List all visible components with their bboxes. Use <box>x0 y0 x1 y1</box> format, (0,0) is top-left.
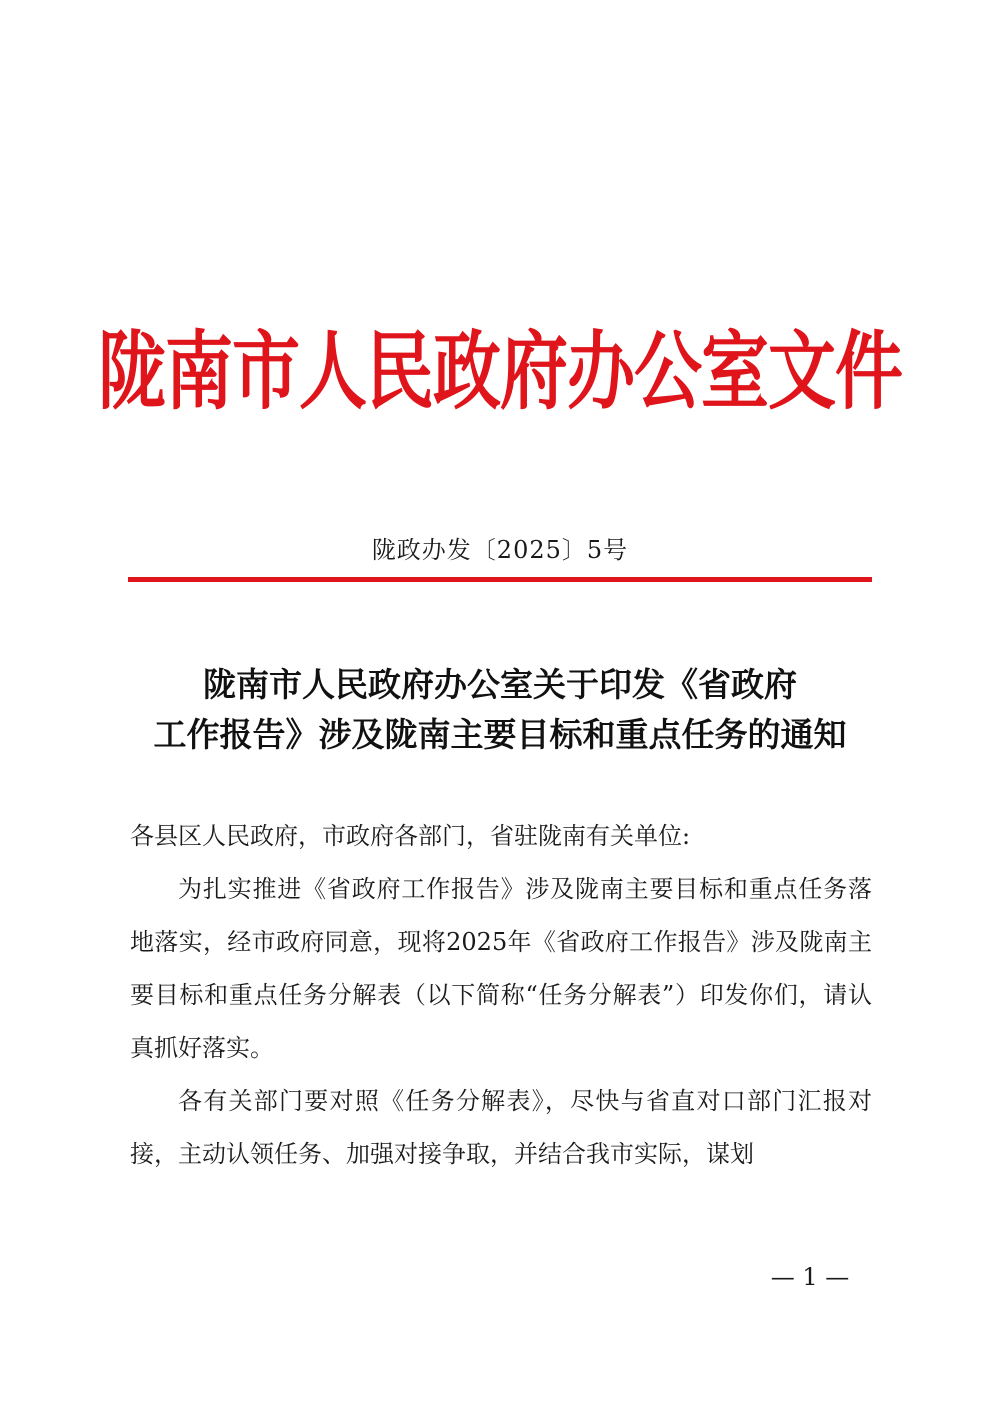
red-divider-line <box>128 577 872 582</box>
document-title <box>100 660 900 760</box>
document-number: 陇政办发〔2025〕5号 <box>371 536 629 564</box>
body-paragraph-1: 为扎实推进《省政府工作报告》涉及陇南主要目标和重点任务落地落实，经市政府同意，现将2025年《省政府工作报告》涉及陇南主要目标和重点任务分解表（以下简称“任务分解表”）印发你们，请认真抓好落实。 <box>130 875 872 1062</box>
salutation: 各县区人民政府，市政府各部门，省驻陇南有关单位: <box>130 822 691 850</box>
body-paragraph-2: 各有关部门要对照《任务分解表》，尽快与省直对口部门汇报对接，主动认领任务、加强对接争取，并结合我市实际，谋划 <box>130 1087 872 1168</box>
masthead-title: 陇南市人民政府办公室文件 <box>97 322 902 422</box>
document-title-line-2: 工作报告》涉及陇南主要目标和重点任务的通知 <box>153 715 847 754</box>
page-number: — 1 — <box>770 1263 850 1291</box>
document-body <box>130 810 872 1181</box>
document-title-line-1: 陇南市人民政府办公室关于印发《省政府 <box>203 665 797 704</box>
